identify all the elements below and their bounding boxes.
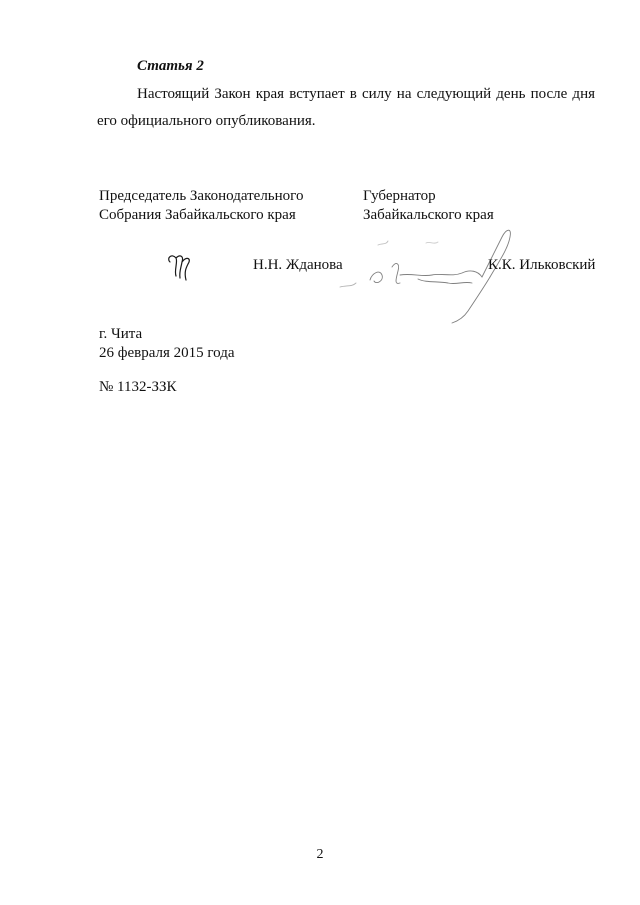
governor-signature [330,225,520,325]
chair-title-line1: Председатель Законодательного [99,188,304,204]
governor-title [363,187,494,225]
place-date [99,325,235,363]
article-heading: Статья 2 [137,58,204,74]
governor-title-line2: Забайкальского края [363,207,494,223]
law-number: № 1132-ЗЗК [99,379,177,395]
chair-signature [162,250,202,286]
article-text-line1: Настоящий Закон края вступает в силу на следующий день после дня [137,86,595,102]
chair-title-line2: Собрания Забайкальского края [99,207,296,223]
governor-title-line1: Губернатор [363,188,436,204]
date: 26 февраля 2015 года [99,345,235,361]
article-text-line2: его официального опубликования. [97,113,316,129]
chair-title [99,187,303,225]
page-number: 2 [316,847,324,862]
chair-name: Н.Н. Жданова [253,257,343,273]
governor-name: К.К. Ильковский [488,257,596,273]
city: г. Чита [99,326,143,342]
